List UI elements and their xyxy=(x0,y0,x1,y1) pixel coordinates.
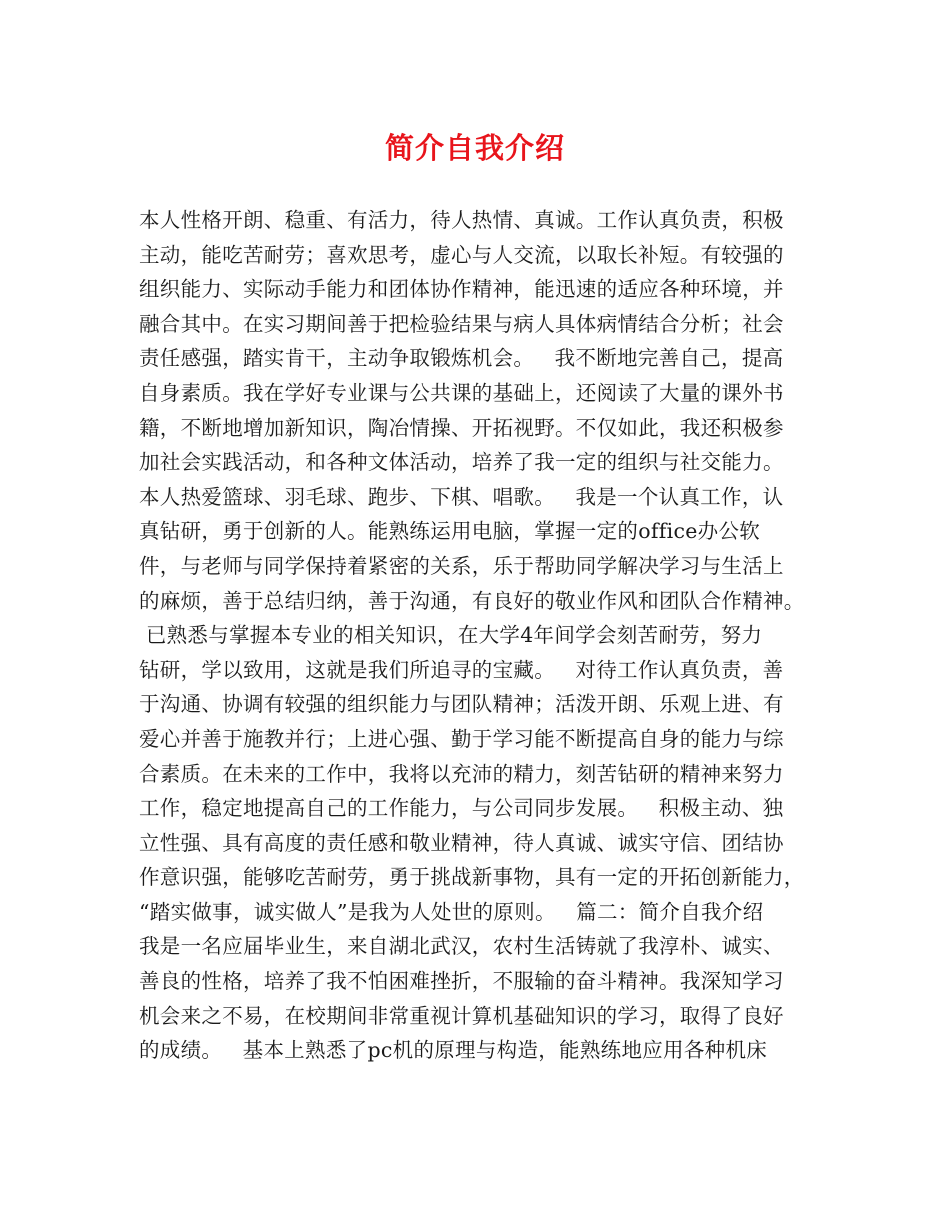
document-title: 简介自我介绍 xyxy=(384,131,565,165)
body-line: 组织能力、实际动手能力和团体协作精神，能迅速的适应各种环境，并 xyxy=(139,277,784,302)
body-line: 本人性格开朗、稳重、有活力，待人热情、真诚。工作认真负责，积极 xyxy=(139,208,784,232)
body-line: 件，与老师与同学保持着紧密的关系，乐于帮助同学解决学习与生活上 xyxy=(139,553,784,578)
body-line: 钻研，学以致用，这就是我们所追寻的宝藏。 对待工作认真负责，善 xyxy=(139,657,784,682)
body-line: 作意识强，能够吃苦耐劳，勇于挑战新事物，具有一定的开拓创新能力， xyxy=(139,865,805,890)
body-line: 爱心并善于施教并行；上进心强、勤于学习能不断提高自身的能力与综 xyxy=(139,726,784,751)
body-line: 立性强、具有高度的责任感和敬业精神，待人真诚、诚实守信、团结协 xyxy=(139,830,784,855)
body-line: 主动，能吃苦耐劳；喜欢思考，虚心与人交流，以取长补短。有较强的 xyxy=(139,242,784,267)
body-line: 合素质。在未来的工作中，我将以充沛的精力，刻苦钻研的精神来努力 xyxy=(139,761,784,786)
body-line: 工作，稳定地提高自己的工作能力，与公司同步发展。 积极主动、独 xyxy=(139,796,784,821)
body-line: 的麻烦，善于总结归纳，善于沟通，有良好的敬业作风和团队合作精神。 xyxy=(139,588,805,613)
body-line: 机会来之不易，在校期间非常重视计算机基础知识的学习，取得了良好 xyxy=(139,1003,784,1028)
body-line: 我是一名应届毕业生，来自湖北武汉，农村生活铸就了我淳朴、诚实、 xyxy=(139,934,784,959)
body-line: 的成绩。 基本上熟悉了pc机的原理与构造，能熟练地应用各种机床 xyxy=(139,1038,768,1063)
body-line: 已熟悉与掌握本专业的相关知识，在大学4年间学会刻苦耐劳，努力 xyxy=(139,623,763,648)
document-body xyxy=(139,203,839,1068)
body-line: 善良的性格，培养了我不怕困难挫折，不服输的奋斗精神。我深知学习 xyxy=(139,969,784,994)
body-line: 本人热爱篮球、羽毛球、跑步、下棋、唱歌。 我是一个认真工作，认 xyxy=(139,484,784,509)
body-line: “踏实做事，诚实做人”是我为人处世的原则。 篇二：简介自我介绍 xyxy=(139,899,764,924)
body-line: 融合其中。在实习期间善于把检验结果与病人具体病情结合分析；社会 xyxy=(139,311,784,336)
body-line: 籍，不断地增加新知识，陶冶情操、开拓视野。不仅如此，我还积极参 xyxy=(139,415,784,440)
body-line: 责任感强，踏实肯干，主动争取锻炼机会。 我不断地完善自己，提高 xyxy=(139,346,784,371)
body-line: 于沟通、协调有较强的组织能力与团队精神；活泼开朗、乐观上进、有 xyxy=(139,692,784,717)
body-line: 加社会实践活动，和各种文体活动，培养了我一定的组织与社交能力。 xyxy=(139,450,784,475)
body-line: 真钻研，勇于创新的人。能熟练运用电脑，掌握一定的office办公软 xyxy=(139,519,761,544)
body-line: 自身素质。我在学好专业课与公共课的基础上，还阅读了大量的课外书 xyxy=(139,380,784,405)
